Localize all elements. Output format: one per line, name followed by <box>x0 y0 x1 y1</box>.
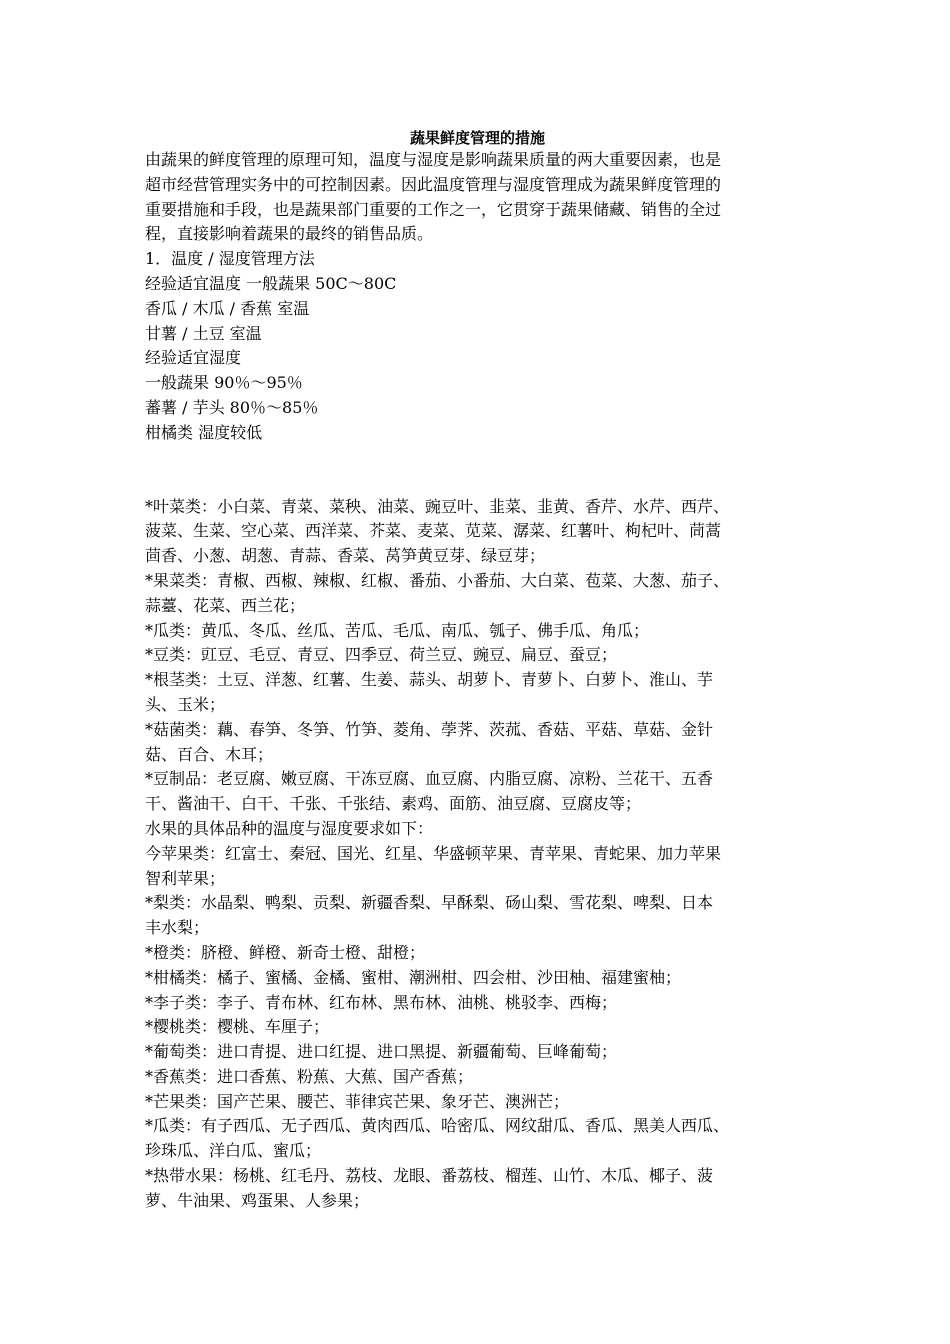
method-heading: 1．温度 / 湿度管理方法 <box>145 249 315 269</box>
produce-line: 萝、牛油果、鸡蛋果、人参果； <box>145 1190 370 1210</box>
produce-line: 蒜薹、花菜、西兰花； <box>145 595 306 615</box>
intro-line: 重要措施和手段，也是蔬果部门重要的工作之一，它贯穿于蔬果储藏、销售的全过 <box>145 199 722 219</box>
produce-line: 珍珠瓜、洋白瓜、蜜瓜； <box>145 1141 322 1161</box>
method-line: 蕃薯 / 芋头 80％～85％ <box>145 397 319 417</box>
produce-line: *樱桃类：樱桃、车厘子； <box>145 1017 330 1037</box>
produce-line: 菇、百合、木耳； <box>145 744 274 764</box>
produce-list <box>145 495 810 1214</box>
produce-line: *热带水果：杨桃、红毛丹、荔枝、龙眼、番荔枝、榴莲、山竹、木瓜、椰子、菠 <box>145 1166 714 1186</box>
intro-line: 由蔬果的鲜度管理的原理可知，温度与湿度是影响蔬果质量的两大重要因素，也是 <box>145 150 722 169</box>
intro-line: 程，直接影响着蔬果的最终的销售品质。 <box>145 224 434 244</box>
intro-paragraph <box>145 148 810 247</box>
intro-line: 超市经营管理实务中的可控制因素。因此温度管理与湿度管理成为蔬果鲜度管理的 <box>145 174 722 194</box>
produce-line: *橙类：脐橙、鲜橙、新奇士橙、甜橙； <box>145 942 426 962</box>
fruit-heading: 水果的具体品种的温度与湿度要求如下： <box>145 818 434 838</box>
produce-line: 今苹果类：红富士、秦冠、国光、红星、华盛顿苹果、青苹果、青蛇果、加力苹果 <box>145 843 722 863</box>
produce-line: *果菜类：青椒、西椒、辣椒、红椒、番茄、小番茄、大白菜、苞菜、大葱、茄子、 <box>145 570 730 590</box>
produce-line: 丰水梨； <box>145 918 210 938</box>
produce-line: *瓜类：黄瓜、冬瓜、丝瓜、苦瓜、毛瓜、南瓜、瓠子、佛手瓜、角瓜； <box>145 620 650 640</box>
document-title: 蔬果鲜度管理的措施 <box>409 129 545 147</box>
produce-line: *豆类：豇豆、毛豆、青豆、四季豆、荷兰豆、豌豆、扁豆、蚕豆； <box>145 645 618 665</box>
method-line: 一般蔬果 90％～95％ <box>145 373 303 393</box>
produce-line: *瓜类：有子西瓜、无子西瓜、黄肉西瓜、哈密瓜、网纹甜瓜、香瓜、黑美人西瓜、 <box>145 1116 730 1136</box>
produce-line: *香蕉类：进口香蕉、粉蕉、大蕉、国产香蕉； <box>145 1066 474 1086</box>
document-body <box>145 128 810 1214</box>
method-section <box>145 247 810 445</box>
produce-line: 头、玉米； <box>145 694 226 714</box>
produce-line: 茴香、小葱、胡葱、青蒜、香菜、莴笋黄豆芽、绿豆芽； <box>145 546 546 566</box>
produce-line: 干、酱油干、白干、千张、千张结、素鸡、面筋、油豆腐、豆腐皮等； <box>145 794 642 814</box>
produce-line: *芒果类：国产芒果、腰芒、菲律宾芒果、象牙芒、澳洲芒； <box>145 1091 570 1111</box>
method-line: 甘薯 / 土豆 室温 <box>145 323 262 343</box>
produce-line: *豆制品：老豆腐、嫩豆腐、干冻豆腐、血豆腐、内脂豆腐、凉粉、兰花干、五香 <box>145 769 714 789</box>
produce-line: *葡萄类：进口青提、进口红提、进口黑提、新疆葡萄、巨峰葡萄； <box>145 1042 618 1062</box>
produce-line: *菇菌类：藕、春笋、冬笋、竹笋、菱角、荸荠、茨菰、香菇、平菇、草菇、金针 <box>145 719 714 739</box>
produce-line: *根茎类：土豆、洋葱、红薯、生姜、蒜头、胡萝卜、青萝卜、白萝卜、淮山、芋 <box>145 670 714 690</box>
method-line: 柑橘类 湿度较低 <box>145 422 263 442</box>
method-line: 经验适宜温度 一般蔬果 50C～80C <box>145 273 397 293</box>
produce-line: *柑橘类：橘子、蜜橘、金橘、蜜柑、潮洲柑、四会柑、沙田柚、福建蜜柚； <box>145 967 682 987</box>
produce-line: 智利苹果； <box>145 868 226 888</box>
produce-line: *李子类：李子、青布林、红布林、黑布林、油桃、桃驳李、西梅； <box>145 992 618 1012</box>
produce-line: *梨类：水晶梨、鸭梨、贡梨、新疆香梨、早酥梨、砀山梨、雪花梨、啤梨、日本 <box>145 893 714 913</box>
method-line: 香瓜 / 木瓜 / 香蕉 室温 <box>145 298 310 318</box>
section-spacer <box>145 446 810 495</box>
method-line: 经验适宜湿度 <box>145 348 242 368</box>
produce-line: 菠菜、生菜、空心菜、西洋菜、芥菜、麦菜、苋菜、潺菜、红薯叶、枸杞叶、茼蒿 <box>145 521 722 541</box>
produce-line: *叶菜类：小白菜、青菜、菜秧、油菜、豌豆叶、韭菜、韭黄、香芹、水芹、西芹、 <box>145 496 730 516</box>
